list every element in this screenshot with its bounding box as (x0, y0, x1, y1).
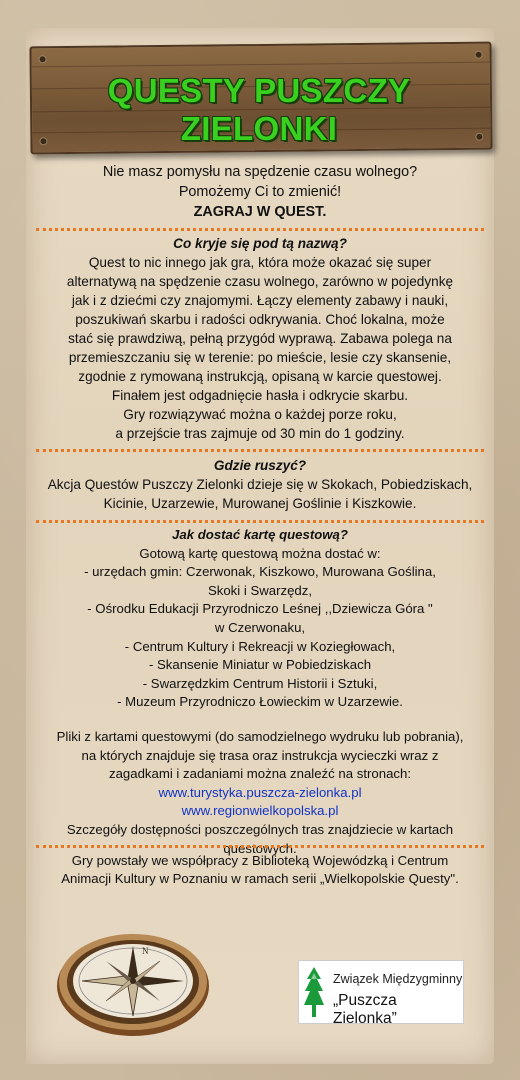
section-divider (36, 520, 484, 523)
list-item: - Muzeum Przyrodniczo Łowieckim w Uzarzewie. (117, 694, 403, 710)
list-item: - Swarzędzkim Centrum Historii i Sztuki, (142, 675, 378, 691)
paragraph-line: questowych. (223, 840, 297, 856)
paragraph-line: Szczegóły dostępności poszczególnych tras znajdziecie w kartach (66, 821, 454, 837)
paragraph-line: zagadkami i zadaniami można znaleźć na stronach: (108, 766, 411, 782)
section-how-to-get (34, 526, 486, 858)
section-heading: Co kryje się pod tą nazwą? (173, 236, 347, 251)
list-item: Skoki i Swarzędz, (207, 582, 313, 598)
list-item: w Czerwonaku, (214, 619, 306, 635)
intro-block (34, 162, 486, 222)
list-item: - Centrum Kultury i Rekreacji w Koziegłowach, (124, 638, 396, 654)
paragraph-line: poszukiwań skarbu i radości odkrywania. Choć lokalna, może (75, 312, 445, 327)
section-what-is-it (34, 234, 486, 443)
website-link-turystyka[interactable]: www.turystyka.puszcza-zielonka.pl (158, 784, 362, 800)
intro-line: Nie masz pomysłu na spędzenie czasu wolnego? (102, 164, 418, 180)
paragraph-line: Gry rozwiązywać można o każdej porze roku, (123, 407, 397, 422)
section-where (34, 456, 486, 513)
paragraph-line: a przejście tras zajmuje od 30 min do 1 godziny. (115, 426, 405, 441)
paragraph-line: Animacji Kultury w Poznaniu w ramach serii „Wielkopolskie Questy". (61, 871, 459, 886)
paragraph-line: na których znajduje się trasa oraz instrukcja wycieczki wraz z (81, 747, 439, 763)
website-link-region[interactable]: www.regionwielkopolska.pl (181, 803, 339, 819)
intro-line: Pomożemy Ci to zmienić! (178, 184, 342, 200)
paragraph-line: Gry powstały we współpracy z Biblioteką Wojewódzką i Centrum (71, 853, 449, 868)
compass-icon (54, 920, 212, 1038)
footer-note (34, 852, 486, 888)
list-item: - Ośrodku Edukacji Przyrodniczo Leśnej ,,Dziewicza Góra " (87, 601, 433, 617)
paragraph-line: Quest to nic innego jak gra, która może okazać się super (88, 255, 432, 270)
paragraph-line: Finałem jest odgadnięcie hasła i odkrycie skarbu. (111, 388, 409, 403)
section-divider (36, 845, 484, 848)
tree-logo-icon (303, 965, 325, 1019)
paragraph-line: alternatywą na spędzenie czasu wolnego, zarówno w pojedynkę (66, 274, 454, 289)
paragraph-line: stać się prawdziwą, pełną przygód wyprawą. Zabawa polega na (68, 331, 452, 346)
paragraph-line: Akcja Questów Puszczy Zielonki dzieje się w Skokach, Pobiedziskach, (47, 477, 473, 492)
paragraph-line: jak i z dziećmi czy znajomymi. Łączy elementy zabawy i nauki, (71, 293, 449, 308)
list-item: - Skansenie Miniatur w Pobiedziskach (148, 657, 372, 673)
section-heading: Gdzie ruszyć? (213, 458, 307, 473)
paragraph-line: przemieszczaniu się w terenie: po mieście, lesie czy skansenie, (68, 350, 452, 365)
section-divider (36, 228, 484, 231)
list-item: - urzędach gmin: Czerwonak, Kiszkowo, Murowana Goślina, (84, 564, 436, 580)
section-heading: Jak dostać kartę questową? (172, 527, 348, 542)
logo-line-2: „Puszcza Zielonka” (333, 992, 397, 1027)
paragraph-line: Pliki z kartami questowymi (do samodzielnego wydruku lub pobrania), (56, 728, 464, 744)
intro-cta: ZAGRAJ W QUEST. (193, 204, 327, 220)
section-divider (36, 449, 484, 452)
paragraph-line: zgodnie z rymowaną instrukcją, opisaną w karcie questowej. (78, 369, 442, 384)
paragraph-line: Kicinie, Uzarzewie, Murowanej Goślinie i Kiszkowie. (103, 496, 417, 511)
organization-logo (298, 960, 464, 1027)
paragraph-line: Gotową kartę questową można dostać w: (139, 545, 381, 561)
compass-north-label: N (142, 946, 149, 956)
page-title: QUESTY PUSZCZY ZIELONKI (107, 72, 411, 147)
logo-line-1: Związek Międzygminny (333, 972, 463, 986)
